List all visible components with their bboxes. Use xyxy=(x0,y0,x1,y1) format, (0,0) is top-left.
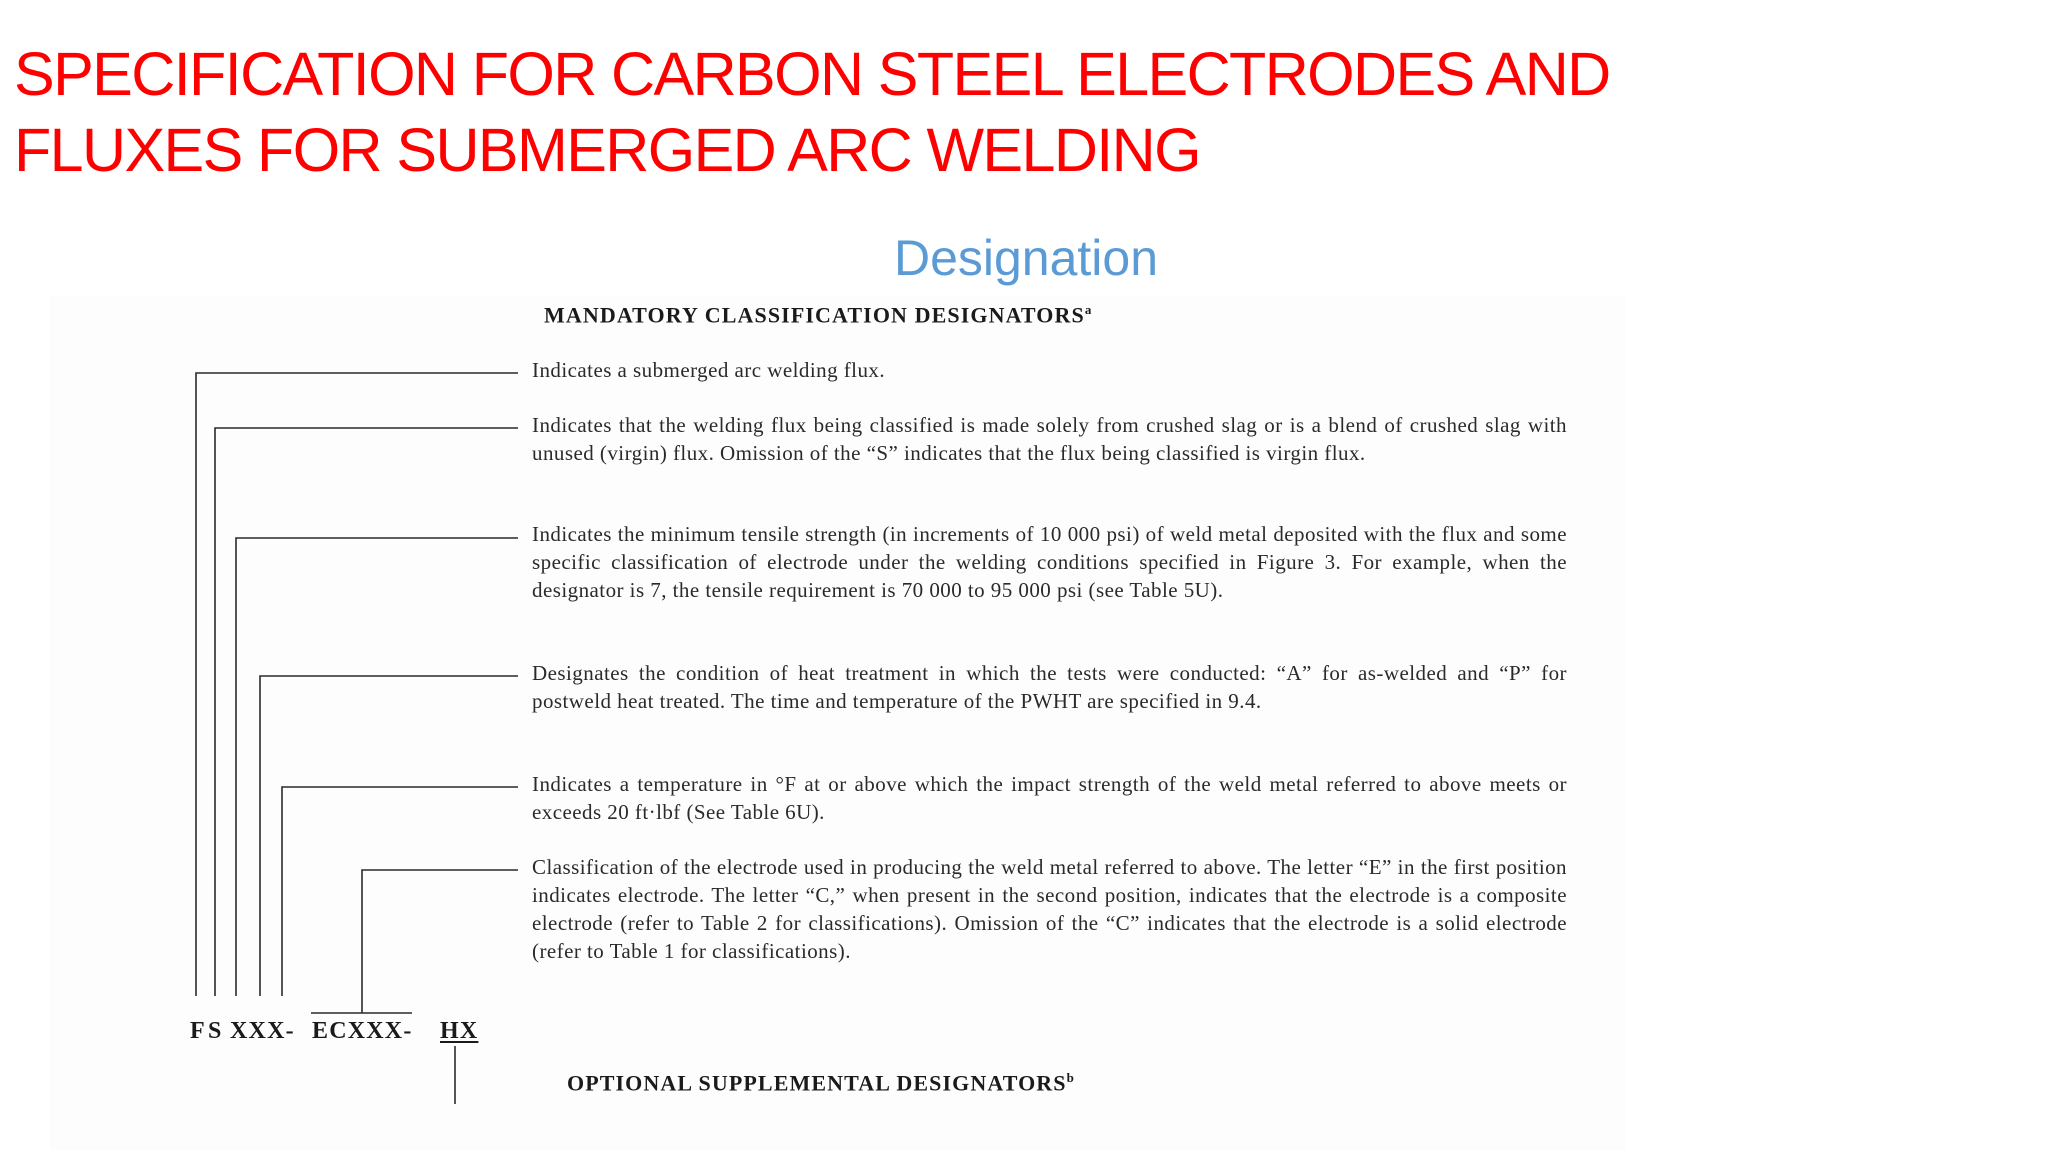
mandatory-footnote-marker: a xyxy=(1084,302,1092,317)
description-heat-treatment: Designates the condition of heat treatment in which the tests were conducted: “A” for as-welded and “P” for postweld heat treated. The time and temperature of the PWHT are specified in 9.4. xyxy=(532,661,1567,713)
slide-title xyxy=(14,36,1614,188)
description-impact-temperature: Indicates a temperature in °F at or above which the impact strength of the weld metal referred to above meets or exceeds 20 ft·lbf (See Table 6U). xyxy=(532,772,1567,824)
description-electrode-classification: Classification of the electrode used in producing the weld metal referred to above. The letter “E” in the first position indicates electrode. The letter “C,” when present in the second position, indicates that the electrode is a composite electrode (refer to Table 2 for classifications). Omission of the “C” indicates that the electrode is a solid electrode (refer to Table 1 for classifications). xyxy=(532,855,1567,963)
description-crushed-slag: Indicates that the welding flux being classified is made solely from crushed slag or is a blend of crushed slag with unused (virgin) flux. Omission of the “S” indicates that the flux being classified is virgin flux. xyxy=(532,413,1567,465)
connector-line-electrode xyxy=(362,870,518,1013)
slide-title-line-1: SPECIFICATION FOR CARBON STEEL ELECTRODES AND xyxy=(14,40,1610,108)
description-flux: Indicates a submerged arc welding flux. xyxy=(532,358,886,382)
connector-line-heat-treatment xyxy=(260,676,518,996)
slide-title-line-2: FLUXES FOR SUBMERGED ARC WELDING xyxy=(14,116,1200,184)
connector-line-tensile xyxy=(236,538,518,996)
description-tensile-strength: Indicates the minimum tensile strength (in increments of 10 000 psi) of weld metal deposited with the flux and some specific classification of electrode under the welding conditions specified in Figure 3. For example, when the designator is 7, the tensile requirement is 70 000 to 95 000 psi (see Table 5U). xyxy=(532,522,1567,602)
code-part-tensile: XXX- xyxy=(230,1018,295,1044)
code-part-electrode: ECXXX- xyxy=(312,1018,413,1044)
optional-footnote-marker: b xyxy=(1066,1070,1074,1085)
scanned-document-figure xyxy=(50,296,1626,1150)
mandatory-heading: MANDATORY CLASSIFICATION DESIGNATORS$^a$ xyxy=(544,302,1092,328)
connector-line-flux xyxy=(196,373,518,996)
slide-subtitle: Designation xyxy=(893,230,1159,286)
code-part-f: F xyxy=(190,1018,206,1044)
code-part-s: S xyxy=(208,1018,223,1044)
optional-heading: OPTIONAL SUPPLEMENTAL DESIGNATORS$^b$ xyxy=(567,1070,1074,1096)
connector-line-impact-temperature xyxy=(282,787,518,996)
code-part-hx: HX xyxy=(440,1018,479,1044)
